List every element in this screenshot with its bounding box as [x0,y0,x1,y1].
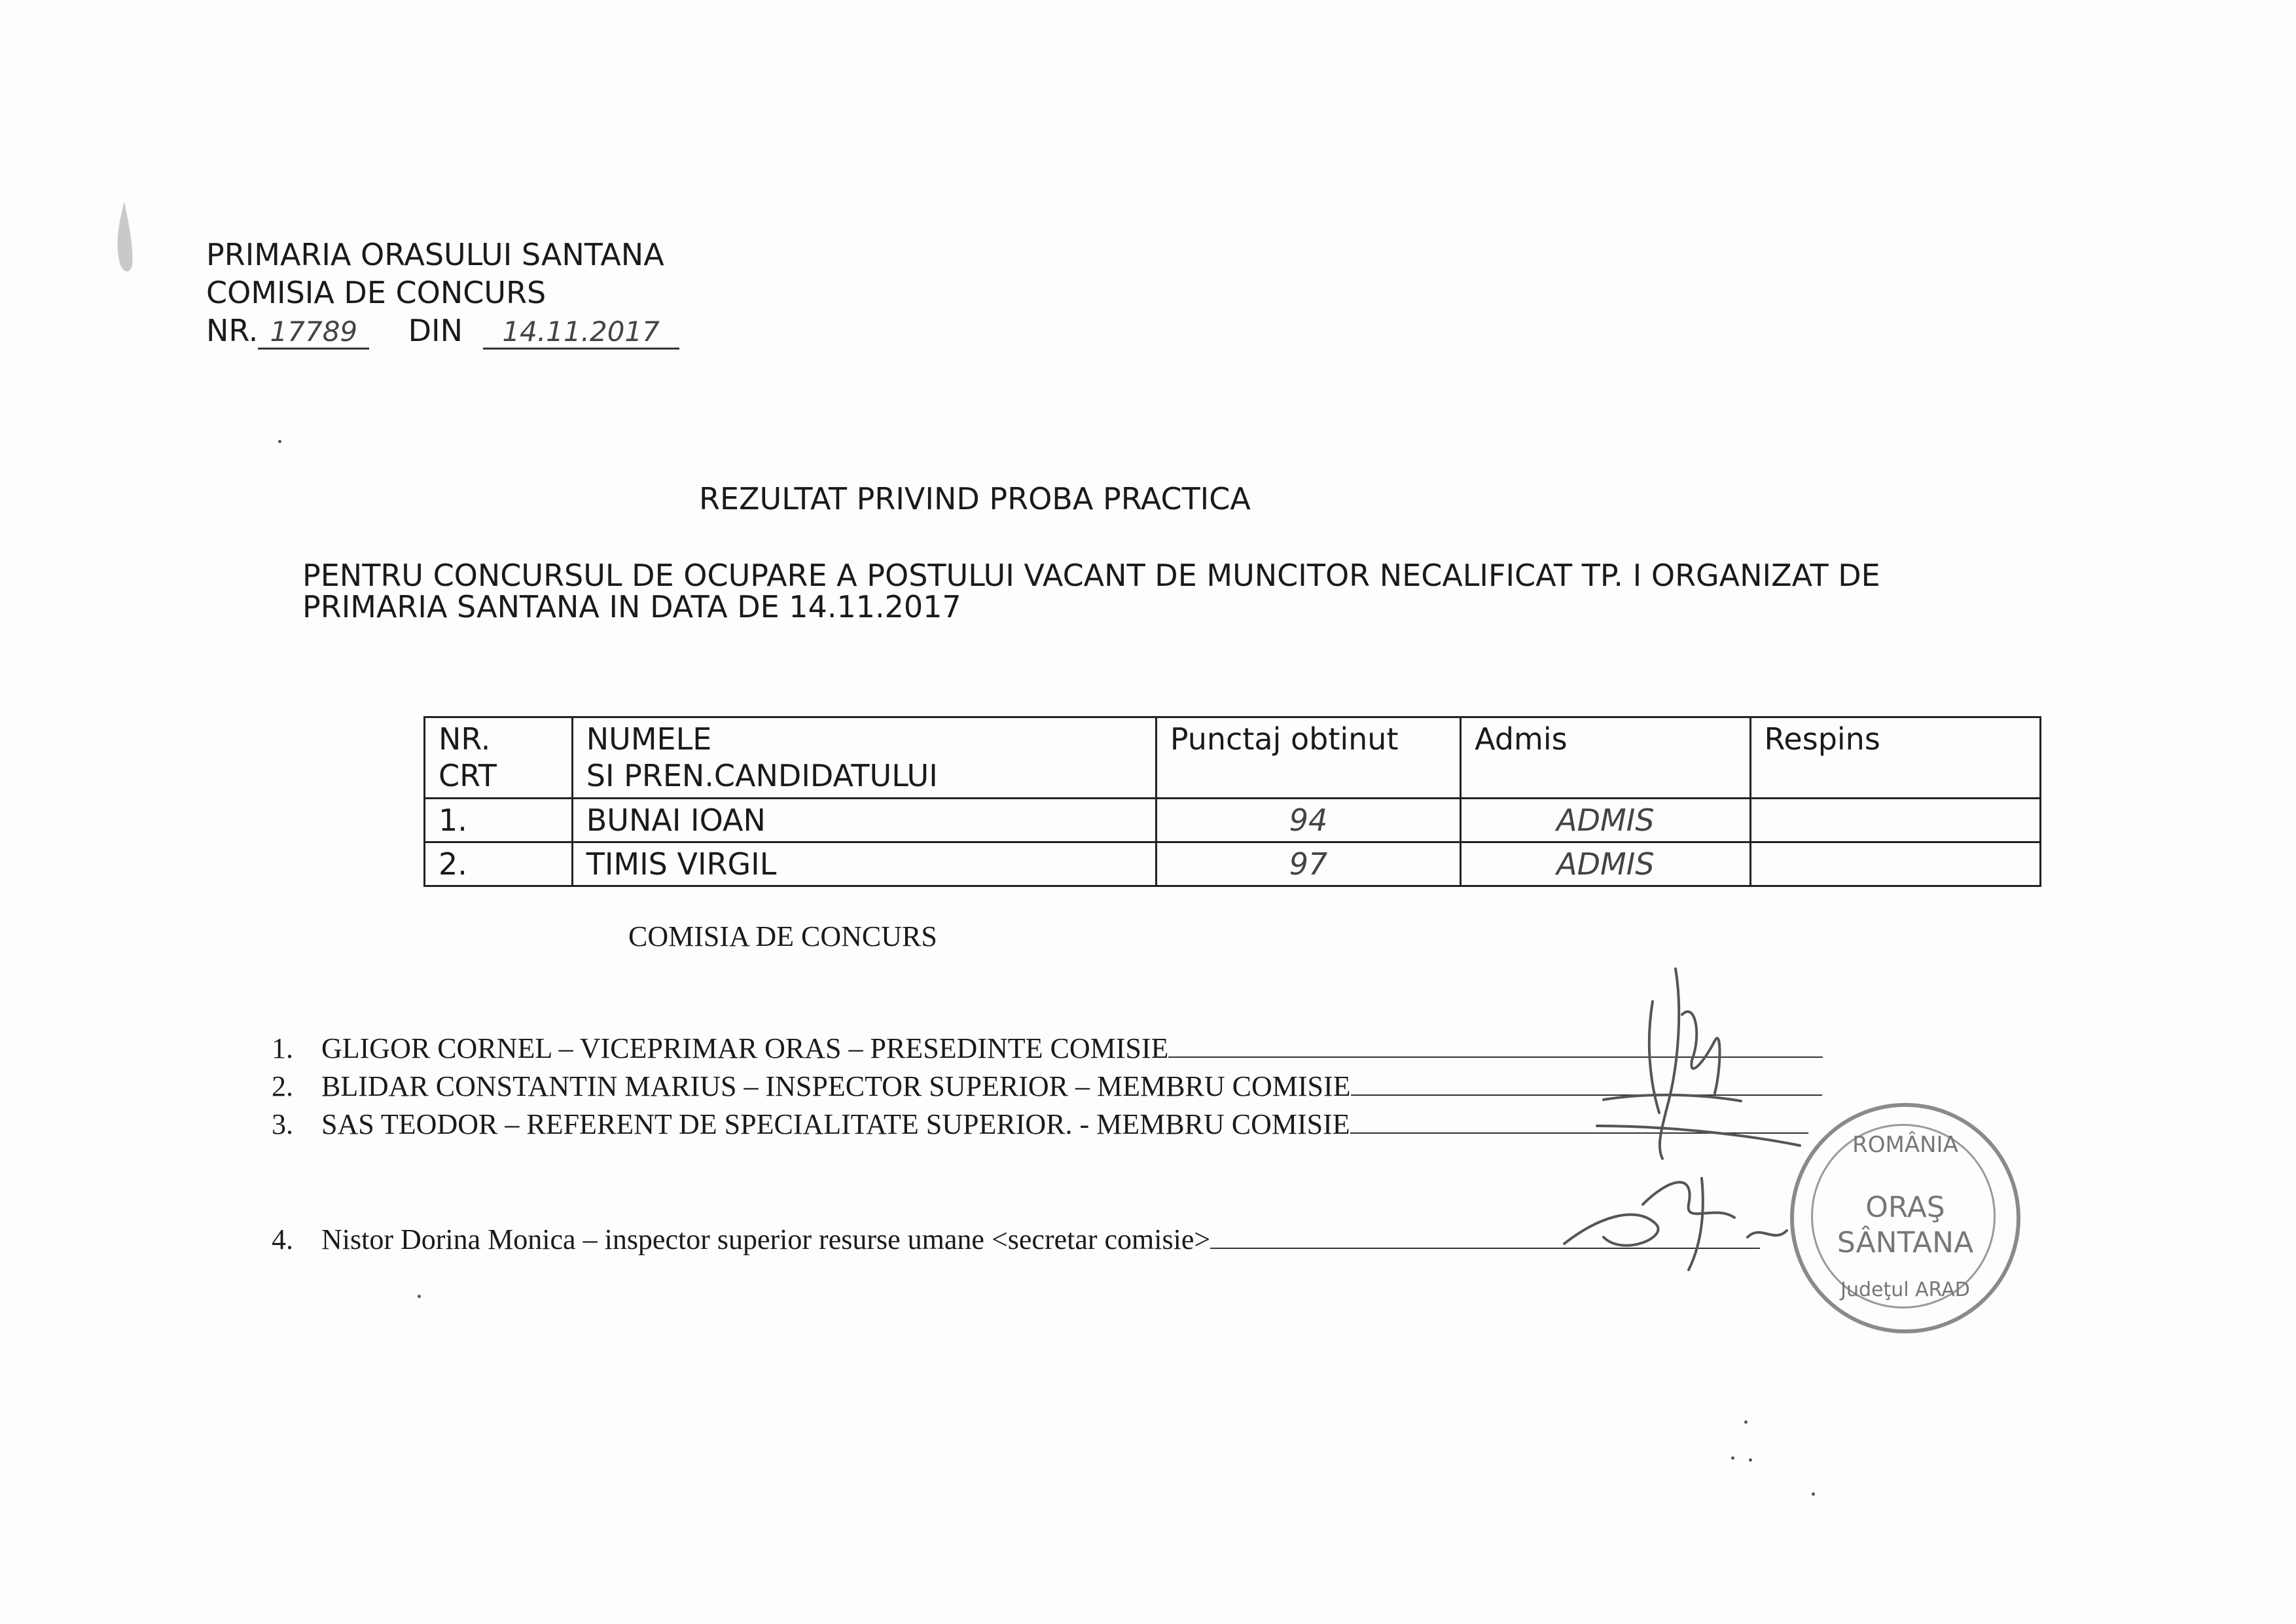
scan-speck [278,440,281,443]
member-text: BLIDAR CONSTANTIN MARIUS – INSPECTOR SUPERIOR – MEMBRU COMISIE [321,1070,1351,1102]
subtitle-line-2: PRIMARIA SANTANA IN DATA DE 14.11.2017 [302,589,961,624]
row-admis: ADMIS [1461,799,1750,842]
header-score: Punctaj obtinut [1156,717,1460,799]
member-text: SAS TEODOR – REFERENT DE SPECIALITATE SUPERIOR. - MEMBRU COMISIE [321,1108,1350,1140]
document-title: REZULTAT PRIVIND PROBA PRACTICA [699,481,1251,516]
member-text: Nistor Dorina Monica – inspector superior resurse umane <secretar comisie> [321,1223,1211,1255]
header-respins: Respins [1750,717,2040,799]
stamp-town-name: SÂNTANA [1837,1226,1974,1259]
stamp-county: Judeţul ARAD [1840,1278,1970,1301]
commission-name: COMISIA DE CONCURS [206,275,547,310]
stamp-country: ROMÂNIA [1852,1132,1958,1158]
institution-name: PRIMARIA ORASULUI SANTANA [206,237,664,272]
stamp-town-type: ORAŞ [1865,1191,1945,1224]
row-respins [1750,799,2040,842]
scan-speck [1731,1456,1734,1460]
subtitle-line-1: PENTRU CONCURSUL DE OCUPARE A POSTULUI VACANT DE MUNCITOR NECALIFICAT TP. I ORGANIZAT DE [302,558,1880,593]
member-text: GLIGOR CORNEL – VICEPRIMAR ORAS – PRESEDINTE COMISIE [321,1032,1169,1064]
member-number: 4. [272,1223,293,1255]
commission-title: COMISIA DE CONCURS [628,920,937,952]
row-score: 97 [1156,842,1460,886]
document-header [206,236,679,350]
margin-smudge [113,202,135,278]
row-nr: 2. [425,842,573,886]
official-stamp [1790,1103,2020,1333]
scan-speck [418,1295,421,1298]
member-number: 3. [272,1108,293,1140]
results-table [423,716,2041,887]
nr-label: NR. [206,313,259,348]
table-header-row [425,717,2041,799]
row-respins [1750,842,2040,886]
row-nr: 1. [425,799,573,842]
registration-line [206,312,679,350]
document-subtitle [302,560,1880,623]
member-number: 1. [272,1032,293,1064]
scan-speck [1749,1458,1752,1462]
registration-date: 14.11.2017 [483,316,679,350]
din-label: DIN [408,313,463,348]
scan-speck [1744,1420,1748,1424]
header-nr-crt: NR. CRT [425,717,573,799]
table-row [425,799,2041,842]
row-score: 94 [1156,799,1460,842]
row-candidate-name: BUNAI IOAN [572,799,1156,842]
row-candidate-name: TIMIS VIRGIL [572,842,1156,886]
member-number: 2. [272,1070,293,1102]
table-row [425,842,2041,886]
scan-speck [1812,1492,1815,1496]
row-admis: ADMIS [1461,842,1750,886]
header-candidate-name: NUMELE SI PREN.CANDIDATULUI [572,717,1156,799]
registration-number: 17789 [258,316,369,350]
header-admis: Admis [1461,717,1750,799]
